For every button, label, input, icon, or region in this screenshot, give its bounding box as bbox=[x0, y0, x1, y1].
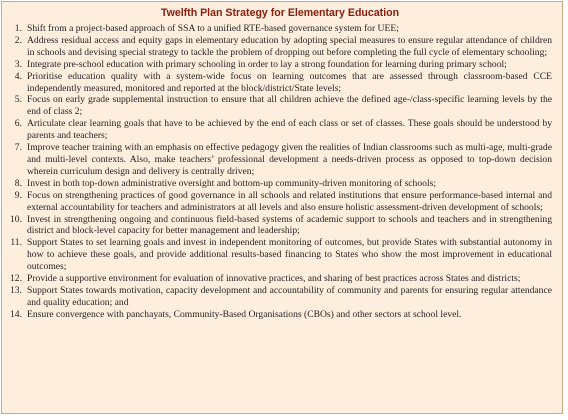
item-text: Invest in both top-down administrative oversight and bottom-up community-driven monitoring of schools; bbox=[27, 177, 437, 189]
item-number: 10. bbox=[10, 213, 22, 225]
item-number: 1. bbox=[14, 23, 22, 34]
item-number: 5. bbox=[14, 94, 22, 106]
item-text: Integrate pre-school education with primary schooling in order to lay a strong foundation for learning during primary school; bbox=[27, 58, 507, 70]
list-item bbox=[8, 190, 552, 214]
strategy-box bbox=[1, 1, 563, 414]
item-number: 13. bbox=[10, 284, 22, 296]
item-number: 12. bbox=[10, 273, 22, 285]
list-item bbox=[8, 59, 552, 71]
item-number: 8. bbox=[14, 177, 22, 189]
item-text: Articulate clear learning goals that have to be achieved by the end of each class or set of classes. These goals should be understood by parents and teachers; bbox=[27, 118, 552, 142]
list-item bbox=[8, 178, 552, 190]
list-item bbox=[8, 273, 552, 285]
item-number: 11. bbox=[10, 237, 22, 249]
item-number: 14. bbox=[10, 308, 22, 320]
box-title: Twelfth Plan Strategy for Elementary Education bbox=[160, 7, 400, 19]
item-text: Shift from a project-based approach of SSA to a unified RTE-based governance system for UEE; bbox=[27, 23, 399, 34]
list-item bbox=[8, 142, 552, 178]
item-text: Ensure convergence with panchayats, Community-Based Organisations (CBOs) and other sectors at school level. bbox=[27, 308, 462, 320]
list-item bbox=[8, 309, 552, 321]
item-text: Prioritise education quality with a system-wide focus on learning outcomes that are assessed through classroom-based CCE independently measured, monitored and reported at the block/district/State levels; bbox=[27, 70, 552, 94]
item-number: 4. bbox=[14, 70, 22, 82]
item-text: Focus on strengthening practices of good governance in all schools and related institutions that ensure performance-based internal and external accountability for teachers and administrators at all levels and also ensure holistic assessment-driven development of schools; bbox=[27, 189, 552, 213]
item-number: 2. bbox=[14, 34, 22, 46]
list-item bbox=[8, 35, 552, 59]
item-text: Invest in strengthening ongoing and continuous field-based systems of academic support to schools and teachers and in strengthening district and block-level capacity for better management and leadership; bbox=[27, 213, 552, 237]
item-text: Focus on early grade supplemental instruction to ensure that all children achieve the defined age-/class-specific learning levels by the end of class 2; bbox=[27, 94, 552, 118]
item-text: Support States towards motivation, capacity development and accountability of community and parents for ensuring regular attendance and quality education; and bbox=[27, 284, 552, 308]
item-text: Address residual access and equity gaps in elementary education by adopting special measures to ensure regular attendance of children in schools and devising special strategy to tackle the problem of dropping out before completing the full cycle of elementary schooling; bbox=[27, 34, 552, 58]
list-item bbox=[8, 237, 552, 273]
strategy-list bbox=[8, 23, 552, 321]
list-item bbox=[8, 214, 552, 238]
list-item bbox=[8, 118, 552, 142]
item-text: Support States to set learning goals and invest in independent monitoring of outcomes, but provide States with substantial autonomy in how to achieve these goals, and provide additional results-based financing to States who show the most improvement in educational outcomes; bbox=[27, 237, 552, 273]
list-item bbox=[8, 285, 552, 309]
item-number: 9. bbox=[14, 189, 22, 201]
item-text: Improve teacher training with an emphasis on effective pedagogy given the realities of Indian classrooms such as multi-age, multi-grade and multi-level contexts. Also, make teachers’ professional development a needs-driven process as opposed to top-down decision wherein curriculum design and delivery is centrally driven; bbox=[27, 142, 552, 177]
item-text: Provide a supportive environment for evaluation of innovative practices, and sharing of best practices across States and districts; bbox=[27, 273, 521, 285]
item-number: 6. bbox=[14, 118, 22, 130]
item-number: 3. bbox=[14, 58, 22, 70]
list-item bbox=[8, 94, 552, 118]
list-item bbox=[8, 71, 552, 95]
item-number: 7. bbox=[14, 142, 22, 154]
list-item bbox=[8, 23, 552, 35]
